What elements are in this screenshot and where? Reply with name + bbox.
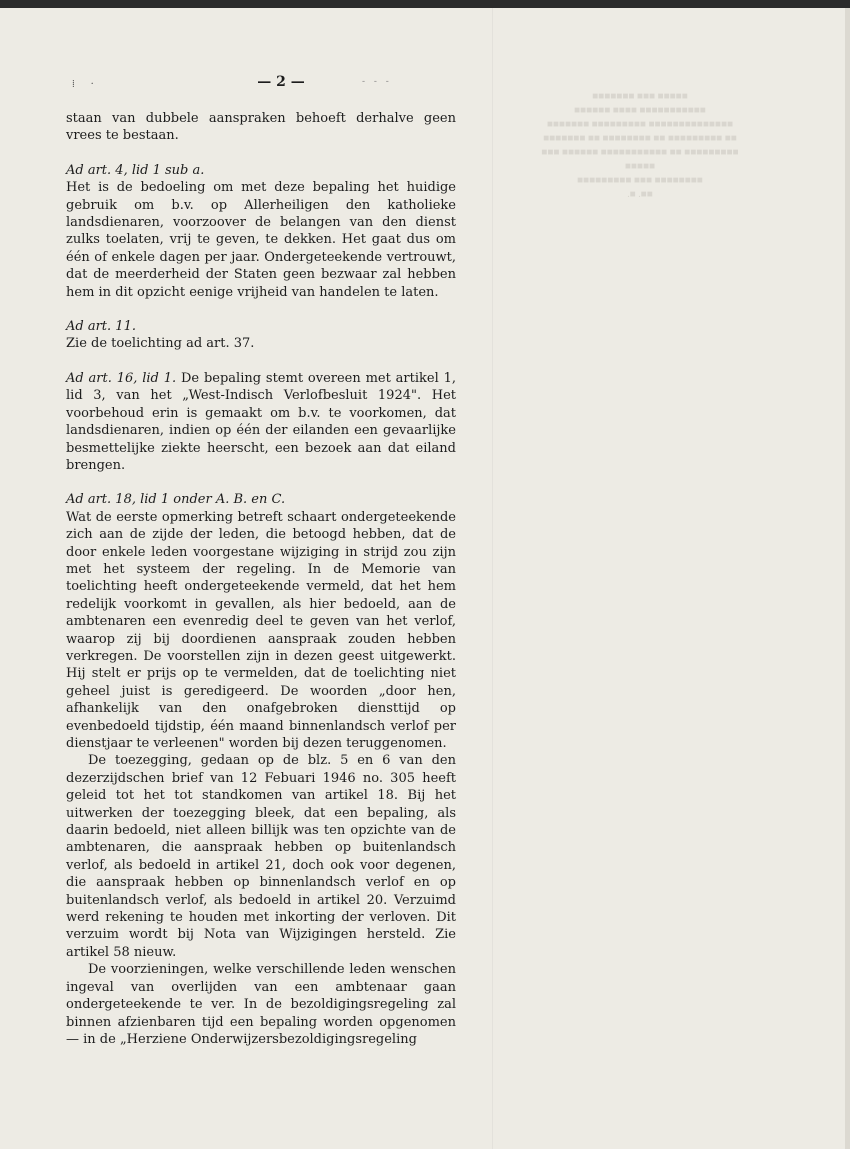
paragraph-text: De toezegging, gedaan op de blz. 5 en 6 van den dezerzijdschen brief van 12 Febuari 1946 no. 305 heeft geleid tot het tot standkomen van artikel 18. Bij het uitwerken der toezegging bleek, dat een bepaling, als daarin bedoeld, niet alleen billijk was ten opzichte van de ambtenaren, die aanspraak hebben op buitenlandsch verlof, als bedoeld in artikel 21, doch ook voor degenen, die aanspraak hebben op binnenlandsch verlof en op buitenlandsch verlof, als bedoeld in artikel 20. Verzuimd werd rekening te houden met inkorting der verloven. Dit verzuim wordt bij Nota van Wijzigingen hersteld. Zie artikel 58 nieuw. xyxy=(66,753,456,960)
paragraph-text: staan van dubbele aanspraken behoeft derhalve geen vrees te bestaan. xyxy=(66,111,456,144)
paragraph-toezegging xyxy=(66,752,456,961)
section-text: Het is de bedoeling om met deze bepaling het huidige gebruik om b.v. op Allerheiligen den katholieke landsdienaren, voorzoover de belangen van den dienst zulks toelaten, vrij te geven, te dekken. Het gaat dus om één of enkele dagen per jaar. Ondergeteekende vertrouwt, dat de meerderheid der Staten geen bezwaar zal hebben hem in dit opzicht eenige vrijheid van handelen te laten. xyxy=(66,180,456,300)
section-art-11 xyxy=(66,318,456,353)
section-heading: Ad art. 16, lid 1. xyxy=(66,370,177,386)
scan-top-border xyxy=(0,0,850,8)
section-heading: Ad art. 4, lid 1 sub a. xyxy=(66,162,205,178)
text-column xyxy=(66,70,456,1048)
page-edge xyxy=(845,8,850,1149)
margin-dashes: - - - xyxy=(362,77,392,87)
paragraph-voorzieningen xyxy=(66,961,456,1048)
section-text: Wat de eerste opmerking betreft schaart ondergeteekende zich aan de zijde der leden, die betoogd hebben, dat de door enkele leden voorgestane wijziging in strijd zou zijn met het systeem der regeling. In de Memorie van toelichting heeft ondergeteekende vermeld, dat het hem redelijk voorkomt in gevallen, als hier bedoeld, aan de ambtenaren een evenredig deel te geven van het verlof, waarop zij bij doordienen aanspraak zouden hebben verkregen. De voorstellen zijn in dezen geest uitgewerkt. Hij stelt er prijs op te vermelden, dat de toelichting niet geheel juist is geredigeerd. De woorden „door hen, afhankelijk van den onafgebroken diensttijd op evenbedoeld tijdstip, één maand binnenlandsch verlof per dienstjaar te verleenen" worden bij dezen teruggenomen. xyxy=(66,509,456,751)
page-number: — 2 — xyxy=(257,74,305,90)
section-art-4 xyxy=(66,162,456,301)
section-art-16 xyxy=(66,370,456,474)
section-text: Zie de toelichting ad art. 37. xyxy=(66,336,255,352)
page-fold-line xyxy=(492,8,493,1149)
bleed-through-text: ■■■■■ ■■■ ■■■■■■■ ■■■■■■■■■■■ ■■■■ ■■■■■■ ■■■■■■■■■■■■■■ ■■■■■■■■■ ■■■■■■■ ■■ ■■■■■■■■■ ■■ ■■■■■■■■ ■■ ■■■■■■■ ■■■■■■■■■ ■■ ■■■■■■■■■■■ ■■■■■■ ■■■ ■■■■■ ■■■■■■■■ ■■■ ■■■■■■■■■ ■■. ■. xyxy=(541,91,739,200)
section-heading: Ad art. 18, lid 1 onder A. B. en C. xyxy=(66,492,286,508)
section-art-18 xyxy=(66,491,456,752)
margin-mark: ⁞ · xyxy=(72,79,94,90)
section-text: De bepaling stemt overeen met artikel 1, lid 3, van het „West-Indisch Verlofbesluit 1924". Het voorbehoud erin is gemaakt om b.v. te voorkomen, dat landsdienaren, indien op één der eilanden een gevaarlijke besmettelijke ziekte heerscht, een bezoek aan dat eiland brengen. xyxy=(66,370,456,473)
paragraph-text: De voorzieningen, welke verschillende leden wenschen ingeval van overlijden van een ambtenaar gaan ondergeteekende te ver. In de bezoldigingsregeling zal binnen afzienbaren tijd een bepaling worden opgenomen — in de „Herziene Onderwijzersbezoldigingsregeling xyxy=(66,962,456,1047)
paragraph-1 xyxy=(66,110,456,145)
document-page xyxy=(0,8,850,1149)
section-heading: Ad art. 11. xyxy=(66,319,136,335)
